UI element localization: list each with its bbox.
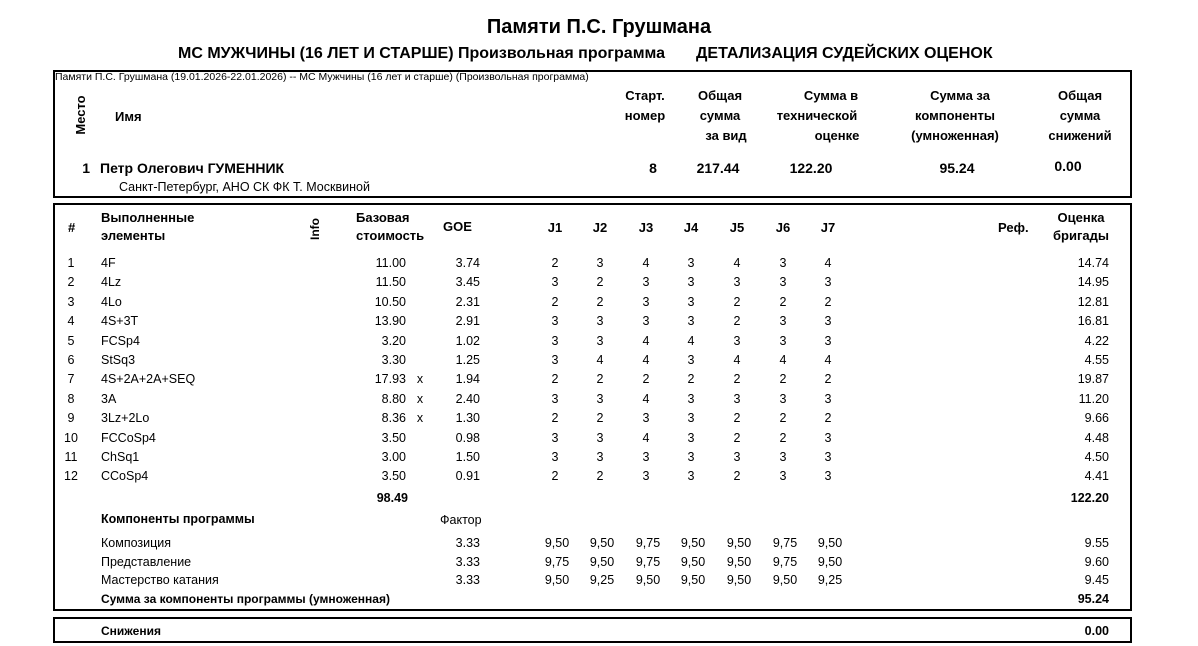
- element-number: 11: [64, 450, 78, 464]
- element-name: 4F: [101, 256, 116, 270]
- element-name: 4Lz: [101, 275, 122, 289]
- element-number: 7: [67, 372, 75, 386]
- element-judge-score: 3: [779, 469, 787, 483]
- element-judge-score: 3: [687, 295, 695, 309]
- element-judge-score: 3: [596, 431, 604, 445]
- element-judge-score: 3: [551, 275, 559, 289]
- component-judge-score: 9,75: [772, 555, 798, 569]
- component-name: Представление: [101, 555, 192, 569]
- component-judge-score: 9,75: [772, 536, 798, 550]
- element-judge-score: 2: [551, 295, 559, 309]
- component-judge-score: 9,50: [680, 536, 706, 550]
- element-panel-score: 4.55: [1084, 353, 1109, 367]
- component-judge-score: 9,50: [726, 536, 752, 550]
- element-goe: 0.98: [455, 431, 480, 445]
- element-judge-score: 3: [551, 431, 559, 445]
- component-judge-score: 9,50: [680, 555, 706, 569]
- tes-header: Сумма в технической оценке: [776, 88, 860, 143]
- element-judge-score: 4: [642, 334, 650, 348]
- element-judge-score: 2: [733, 295, 741, 309]
- element-judge-score: 3: [551, 353, 559, 367]
- element-goe: 0.91: [455, 469, 480, 483]
- name-header: Имя: [115, 109, 142, 124]
- element-judge-score: 3: [824, 334, 832, 348]
- element-judge-score: 3: [687, 431, 695, 445]
- element-judge-score: 3: [596, 392, 604, 406]
- program-subtitle: МС МУЖЧИНЫ (16 ЛЕТ И СТАРШЕ) Произвольная программа: [178, 45, 666, 62]
- element-judge-score: 2: [596, 411, 604, 425]
- element-base-value: 17.93: [374, 372, 406, 386]
- element-judge-score: 3: [687, 314, 695, 328]
- element-judge-score: 3: [779, 314, 787, 328]
- element-name: 4S+2A+2A+SEQ: [101, 372, 196, 386]
- element-judge-score: 3: [551, 334, 559, 348]
- element-judge-score: 3: [687, 353, 695, 367]
- element-judge-score: 4: [733, 256, 741, 270]
- element-goe: 1.25: [455, 353, 480, 367]
- element-base-value: 13.90: [374, 314, 406, 328]
- component-score: 9.55: [1084, 536, 1109, 550]
- factor-label: Фактор: [440, 513, 482, 527]
- element-judge-score: 3: [642, 314, 650, 328]
- element-goe: 1.94: [455, 372, 480, 386]
- element-late-bonus-mark: x: [416, 372, 424, 386]
- element-judge-score: 2: [596, 469, 604, 483]
- component-judge-score: 9,50: [726, 555, 752, 569]
- element-number: 6: [67, 353, 75, 367]
- element-judge-score: 4: [642, 431, 650, 445]
- element-judge-score: 3: [779, 256, 787, 270]
- element-panel-score: 16.81: [1077, 314, 1109, 328]
- element-judge-score: 3: [642, 295, 650, 309]
- skater-deductions: 0.00: [1054, 158, 1082, 174]
- element-panel-score: 9.66: [1084, 411, 1109, 425]
- component-judge-score: 9,75: [544, 555, 570, 569]
- element-late-bonus-mark: x: [416, 411, 424, 425]
- element-goe: 3.45: [455, 275, 480, 289]
- element-panel-score: 4.48: [1084, 431, 1109, 445]
- element-judge-score: 3: [779, 275, 787, 289]
- element-judge-score: 3: [642, 411, 650, 425]
- element-late-bonus-mark: x: [416, 392, 424, 406]
- element-number: 4: [67, 314, 75, 328]
- deductions-header: Общая сумма снижений: [1048, 88, 1112, 143]
- element-number: 10: [64, 431, 78, 445]
- component-score: 9.60: [1084, 555, 1109, 569]
- element-judge-score: 3: [551, 314, 559, 328]
- element-goe: 3.74: [455, 256, 480, 270]
- element-judge-score: 2: [733, 431, 741, 445]
- element-judge-score: 3: [733, 275, 741, 289]
- element-judge-score: 2: [733, 314, 741, 328]
- element-judge-score: 3: [779, 334, 787, 348]
- element-name: 4Lo: [101, 295, 122, 309]
- element-name: ChSq1: [101, 450, 140, 464]
- element-number: 9: [67, 411, 75, 425]
- component-judge-score: 9,50: [544, 536, 570, 550]
- element-judge-score: 3: [596, 334, 604, 348]
- element-base-value: 3.30: [381, 353, 406, 367]
- component-name: Композиция: [101, 536, 172, 550]
- element-number: 12: [64, 469, 78, 483]
- j1-header: J1: [547, 220, 563, 235]
- j4-header: J4: [683, 220, 699, 235]
- element-panel-score: 4.50: [1084, 450, 1109, 464]
- component-judge-score: 9,75: [635, 555, 661, 569]
- element-number: 3: [67, 295, 75, 309]
- element-judge-score: 2: [596, 372, 604, 386]
- element-judge-score: 4: [596, 353, 604, 367]
- element-judge-score: 3: [687, 392, 695, 406]
- element-judge-score: 2: [779, 295, 787, 309]
- start-no-header: Старт. номер: [624, 88, 666, 123]
- element-judge-score: 3: [596, 256, 604, 270]
- j7-header: J7: [820, 220, 836, 235]
- skater-club: Санкт-Петербург, АНО СК ФК Т. Москвиной: [119, 180, 370, 194]
- element-panel-score: 14.74: [1077, 256, 1109, 270]
- element-judge-score: 4: [824, 256, 832, 270]
- place-header: Место: [73, 95, 88, 135]
- element-judge-score: 2: [596, 275, 604, 289]
- element-base-value: 8.80: [381, 392, 406, 406]
- element-goe: 1.30: [455, 411, 480, 425]
- element-judge-score: 3: [596, 450, 604, 464]
- element-judge-score: 2: [551, 469, 559, 483]
- element-name: FCCoSp4: [101, 431, 156, 445]
- base-value-total: 98.49: [376, 491, 408, 505]
- element-judge-score: 3: [551, 450, 559, 464]
- element-number: 8: [67, 392, 75, 406]
- element-judge-score: 3: [733, 334, 741, 348]
- num-header: #: [68, 220, 76, 235]
- element-judge-score: 2: [733, 469, 741, 483]
- pcs-header: Сумма за компоненты (умноженная): [911, 88, 999, 143]
- element-judge-score: 3: [824, 275, 832, 289]
- deductions-label: Снижения: [101, 624, 161, 638]
- component-judge-score: 9,50: [589, 536, 615, 550]
- element-judge-score: 2: [551, 256, 559, 270]
- component-judge-score: 9,25: [817, 573, 843, 587]
- component-judge-score: 9,50: [680, 573, 706, 587]
- element-judge-score: 2: [596, 295, 604, 309]
- element-base-value: 3.50: [381, 431, 406, 445]
- element-panel-score: 11.20: [1078, 392, 1109, 406]
- component-judge-score: 9,50: [635, 573, 661, 587]
- skater-pcs: 95.24: [939, 160, 975, 176]
- element-base-value: 8.36: [381, 411, 406, 425]
- element-judge-score: 2: [824, 372, 832, 386]
- element-judge-score: 4: [642, 353, 650, 367]
- skater-name: Петр Олегович ГУМЕННИК: [100, 160, 285, 176]
- goe-header: GOE: [443, 219, 472, 234]
- element-judge-score: 2: [824, 411, 832, 425]
- element-judge-score: 3: [687, 469, 695, 483]
- element-panel-score: 4.22: [1084, 334, 1109, 348]
- element-goe: 2.31: [455, 295, 480, 309]
- element-base-value: 11.00: [375, 256, 406, 270]
- element-judge-score: 4: [779, 353, 787, 367]
- component-factor: 3.33: [455, 573, 480, 587]
- element-judge-score: 3: [824, 450, 832, 464]
- element-number: 2: [67, 275, 75, 289]
- base-value-header: Базовая стоимость: [356, 210, 425, 243]
- element-name: StSq3: [101, 353, 136, 367]
- element-base-value: 10.50: [374, 295, 406, 309]
- element-judge-score: 3: [551, 392, 559, 406]
- component-judge-score: 9,50: [772, 573, 798, 587]
- j5-header: J5: [729, 220, 745, 235]
- component-score: 9.45: [1084, 573, 1109, 587]
- components-sum-value: 95.24: [1077, 592, 1109, 606]
- element-judge-score: 3: [687, 450, 695, 464]
- element-judge-score: 3: [779, 450, 787, 464]
- skater-start-number: 8: [649, 160, 657, 176]
- element-judge-score: 4: [733, 353, 741, 367]
- component-judge-score: 9,50: [817, 536, 843, 550]
- element-name: 3Lz+2Lo: [101, 411, 150, 425]
- component-judge-score: 9,75: [635, 536, 661, 550]
- element-judge-score: 2: [687, 372, 695, 386]
- element-judge-score: 3: [687, 256, 695, 270]
- element-judge-score: 3: [642, 275, 650, 289]
- element-goe: 1.50: [455, 450, 480, 464]
- j2-header: J2: [592, 220, 608, 235]
- element-judge-score: 4: [824, 353, 832, 367]
- element-name: 3A: [101, 392, 117, 406]
- report-subtitle: ДЕТАЛИЗАЦИЯ СУДЕЙСКИХ ОЦЕНОК: [696, 45, 993, 62]
- element-judge-score: 3: [824, 392, 832, 406]
- element-judge-score: 4: [642, 392, 650, 406]
- total-score-header: Общая сумма за вид: [697, 88, 747, 143]
- element-judge-score: 2: [733, 411, 741, 425]
- element-panel-score: 14.95: [1077, 275, 1109, 289]
- element-judge-score: 2: [551, 372, 559, 386]
- skater-place: 1: [82, 160, 90, 176]
- element-judge-score: 2: [779, 372, 787, 386]
- element-panel-score: 19.87: [1077, 372, 1109, 386]
- element-base-value: 3.50: [381, 469, 406, 483]
- element-judge-score: 3: [687, 275, 695, 289]
- tes-total: 122.20: [1070, 491, 1109, 505]
- element-name: CCoSp4: [101, 469, 149, 483]
- element-judge-score: 3: [733, 450, 741, 464]
- component-judge-score: 9,50: [589, 555, 615, 569]
- element-judge-score: 3: [596, 314, 604, 328]
- element-judge-score: 3: [642, 469, 650, 483]
- element-judge-score: 2: [779, 431, 787, 445]
- element-judge-score: 2: [824, 295, 832, 309]
- element-base-value: 3.20: [381, 334, 406, 348]
- component-judge-score: 9,25: [589, 573, 615, 587]
- element-judge-score: 2: [733, 372, 741, 386]
- element-goe: 2.91: [455, 314, 480, 328]
- element-name: 4S+3T: [101, 314, 139, 328]
- component-factor: 3.33: [455, 536, 480, 550]
- element-judge-score: 3: [779, 392, 787, 406]
- event-line: Памяти П.С. Грушмана (19.01.2026-22.01.2026) -- МС Мужчины (16 лет и старше) (Произвольная программа): [55, 71, 589, 83]
- referee-header: Реф.: [998, 220, 1029, 235]
- element-judge-score: 3: [824, 314, 832, 328]
- element-base-value: 11.50: [375, 275, 406, 289]
- element-judge-score: 3: [687, 411, 695, 425]
- element-judge-score: 3: [824, 469, 832, 483]
- deductions-box: [53, 617, 1132, 643]
- element-number: 5: [67, 334, 75, 348]
- skater-tes: 122.20: [789, 160, 833, 176]
- element-judge-score: 3: [733, 392, 741, 406]
- page-title: Памяти П.С. Грушмана: [486, 16, 712, 38]
- element-judge-score: 2: [779, 411, 787, 425]
- element-judge-score: 2: [551, 411, 559, 425]
- element-judge-score: 3: [642, 450, 650, 464]
- element-name: FCSp4: [101, 334, 140, 348]
- panel-score-header: Оценка бригады: [1053, 210, 1109, 243]
- components-sum-label: Сумма за компоненты программы (умноженная): [101, 592, 390, 606]
- deductions-value: 0.00: [1084, 624, 1109, 638]
- element-base-value: 3.00: [381, 450, 406, 464]
- element-panel-score: 4.41: [1084, 469, 1109, 483]
- component-judge-score: 9,50: [544, 573, 570, 587]
- element-judge-score: 2: [642, 372, 650, 386]
- element-goe: 2.40: [455, 392, 480, 406]
- element-judge-score: 3: [824, 431, 832, 445]
- info-header: Info: [308, 218, 322, 240]
- skater-total-score: 217.44: [696, 160, 740, 176]
- element-judge-score: 4: [687, 334, 695, 348]
- j6-header: J6: [775, 220, 791, 235]
- component-name: Мастерство катания: [101, 573, 219, 587]
- element-judge-score: 4: [642, 256, 650, 270]
- component-factor: 3.33: [455, 555, 480, 569]
- component-judge-score: 9,50: [817, 555, 843, 569]
- j3-header: J3: [638, 220, 654, 235]
- components-title: Компоненты программы: [101, 512, 255, 526]
- component-judge-score: 9,50: [726, 573, 752, 587]
- element-goe: 1.02: [455, 334, 480, 348]
- element-panel-score: 12.81: [1077, 295, 1109, 309]
- elements-header: Выполненные элементы: [101, 210, 195, 243]
- element-number: 1: [67, 256, 75, 270]
